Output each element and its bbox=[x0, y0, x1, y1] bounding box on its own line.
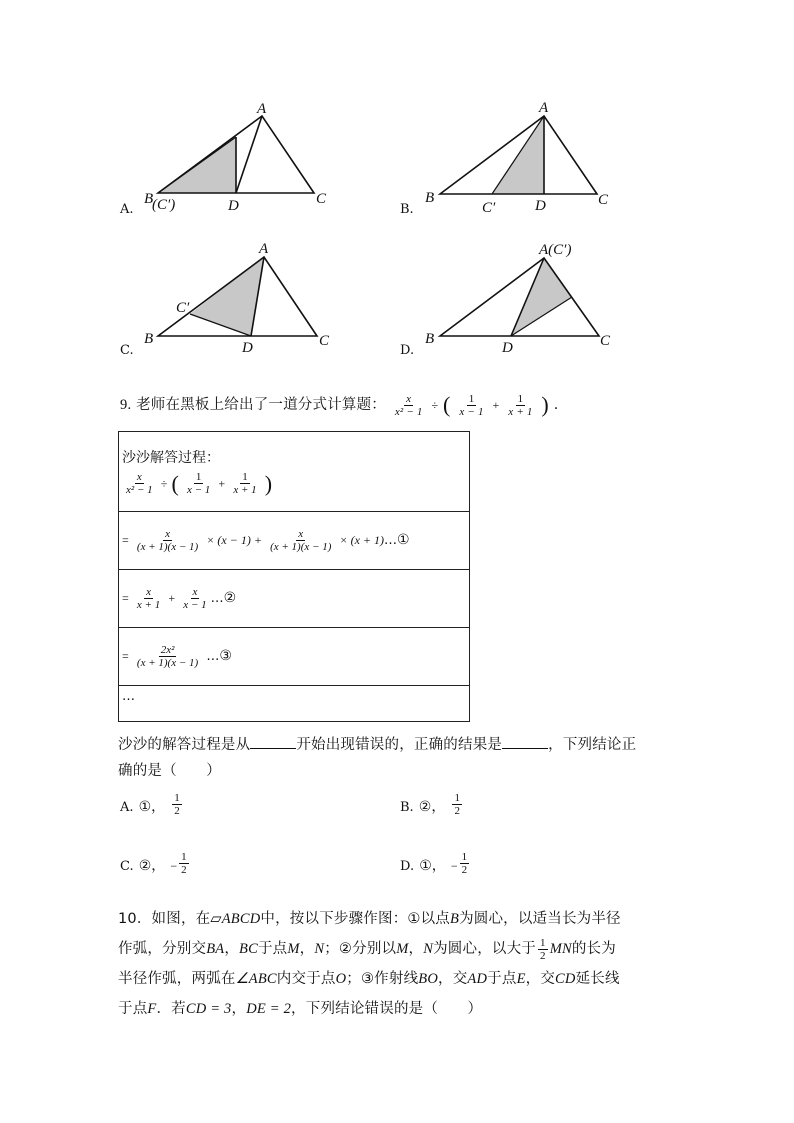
figure-option-a bbox=[119, 101, 327, 217]
option-b-letter: B. bbox=[400, 202, 414, 217]
solution-table bbox=[118, 431, 470, 722]
option-c-letter: C. bbox=[120, 343, 134, 358]
label-d-A-C-prime: A(C′) bbox=[539, 242, 572, 258]
label-b-B: B bbox=[425, 190, 435, 206]
q10-stem: 10．如图，在▱ABCD中，按以下步骤作图：①以点B为圆心，以适当长为半径 作弧，分别交BA，BC于点M，N；②分别以M，N为圆心，以大于 $\frac{1}{2}$ MN的长为 半径作弧，两弧在∠ABC内交于点O；③作射线BO，交AD于点E，交CD延长线 于点F．若CD = 3，DE = 2，下列结论错误的是（ ） bbox=[118, 911, 621, 1017]
table-row bbox=[119, 512, 470, 570]
q9-option-d[interactable]: D. ①， − $\frac{1}{2}$ bbox=[400, 851, 468, 876]
label-c-C: C bbox=[319, 333, 330, 349]
q9-option-c[interactable]: C. ②， − $\frac{1}{2}$ bbox=[120, 851, 187, 876]
label-b-D: D bbox=[535, 198, 546, 214]
answer-blank-2[interactable] bbox=[502, 734, 548, 749]
option-a-letter: A. bbox=[120, 202, 134, 217]
label-d-D: D bbox=[502, 340, 513, 356]
label-b-C-prime: C′ bbox=[482, 200, 496, 216]
q9-number: 9. bbox=[120, 397, 132, 413]
step-mark-2: ② bbox=[223, 590, 237, 606]
step-mark-3: ③ bbox=[219, 648, 232, 664]
label-c-C-prime: C′ bbox=[176, 300, 190, 316]
step-1: = $\frac{x}{(x + 1)(x - 1)}$ × (x − 1) + $\frac{x}{(x + 1)(x - 1)}$ × (x + 1)…① bbox=[122, 528, 410, 553]
figure-option-d bbox=[400, 242, 611, 358]
label-c-A: A bbox=[259, 241, 269, 257]
original-expression: $\frac{x}{\text{x² − 1}}$ ÷ ( $\frac{1}{x - 1}$ + $\frac{1}{x + 1}$ ) bbox=[126, 470, 273, 496]
table-row bbox=[119, 628, 470, 686]
label-a-C-prime: (C′) bbox=[152, 197, 176, 213]
label-a-C: C bbox=[316, 191, 327, 207]
table-title: 沙沙解答过程： bbox=[122, 449, 220, 466]
label-b-A: A bbox=[539, 100, 549, 116]
step-2: = $\frac{x}{x + 1}$ + $\frac{x}{x - 1}$ …② bbox=[122, 586, 237, 611]
figure-option-b bbox=[400, 100, 609, 217]
table-row bbox=[119, 570, 470, 628]
label-b-C: C bbox=[598, 192, 609, 208]
answer-blank-1[interactable] bbox=[250, 734, 296, 749]
label-d-C: C bbox=[600, 333, 611, 349]
table-row bbox=[119, 432, 470, 512]
table-row bbox=[119, 686, 470, 722]
q9-stem: 9. 老师在黑板上给出了一道分式计算题： $\frac{x}{\text{x² − 1}}$ ÷ ( $\frac{1}{x - 1}$ + $\frac{1}{x + 1}$ ) . bbox=[120, 392, 559, 418]
label-c-D: D bbox=[242, 340, 253, 356]
q9-option-a[interactable]: A. ①， $\frac{1}{2}$ bbox=[120, 792, 180, 817]
label-a-D: D bbox=[228, 198, 239, 214]
step-mark-1: ① bbox=[397, 532, 410, 548]
step-4: … bbox=[122, 689, 135, 704]
step-3: = $\frac{\text{2x²}}{(x + 1)(x - 1)}$ …③ bbox=[122, 644, 232, 669]
label-d-B: B bbox=[425, 331, 435, 347]
label-a-A: A bbox=[257, 101, 267, 117]
q9-question: 沙沙的解答过程是从 开始出现错误的，正确的结果是 ，下列结论正 确的是（ ） bbox=[118, 732, 678, 784]
shaded-region-d bbox=[511, 258, 572, 336]
label-a-B: B bbox=[144, 191, 154, 207]
q8-figures bbox=[0, 0, 794, 370]
q9-expression: $\frac{x}{\text{x² − 1}}$ ÷ ( $\frac{1}{x - 1}$ + $\frac{1}{x + 1}$ ) bbox=[394, 392, 549, 418]
figure-option-c bbox=[120, 241, 330, 358]
q9-intro: 老师在黑板上给出了一道分式计算题： bbox=[136, 397, 386, 413]
label-c-B: B bbox=[144, 331, 154, 347]
option-d-letter: D. bbox=[400, 343, 415, 358]
q9-option-b[interactable]: B. ②， $\frac{1}{2}$ bbox=[400, 792, 460, 817]
